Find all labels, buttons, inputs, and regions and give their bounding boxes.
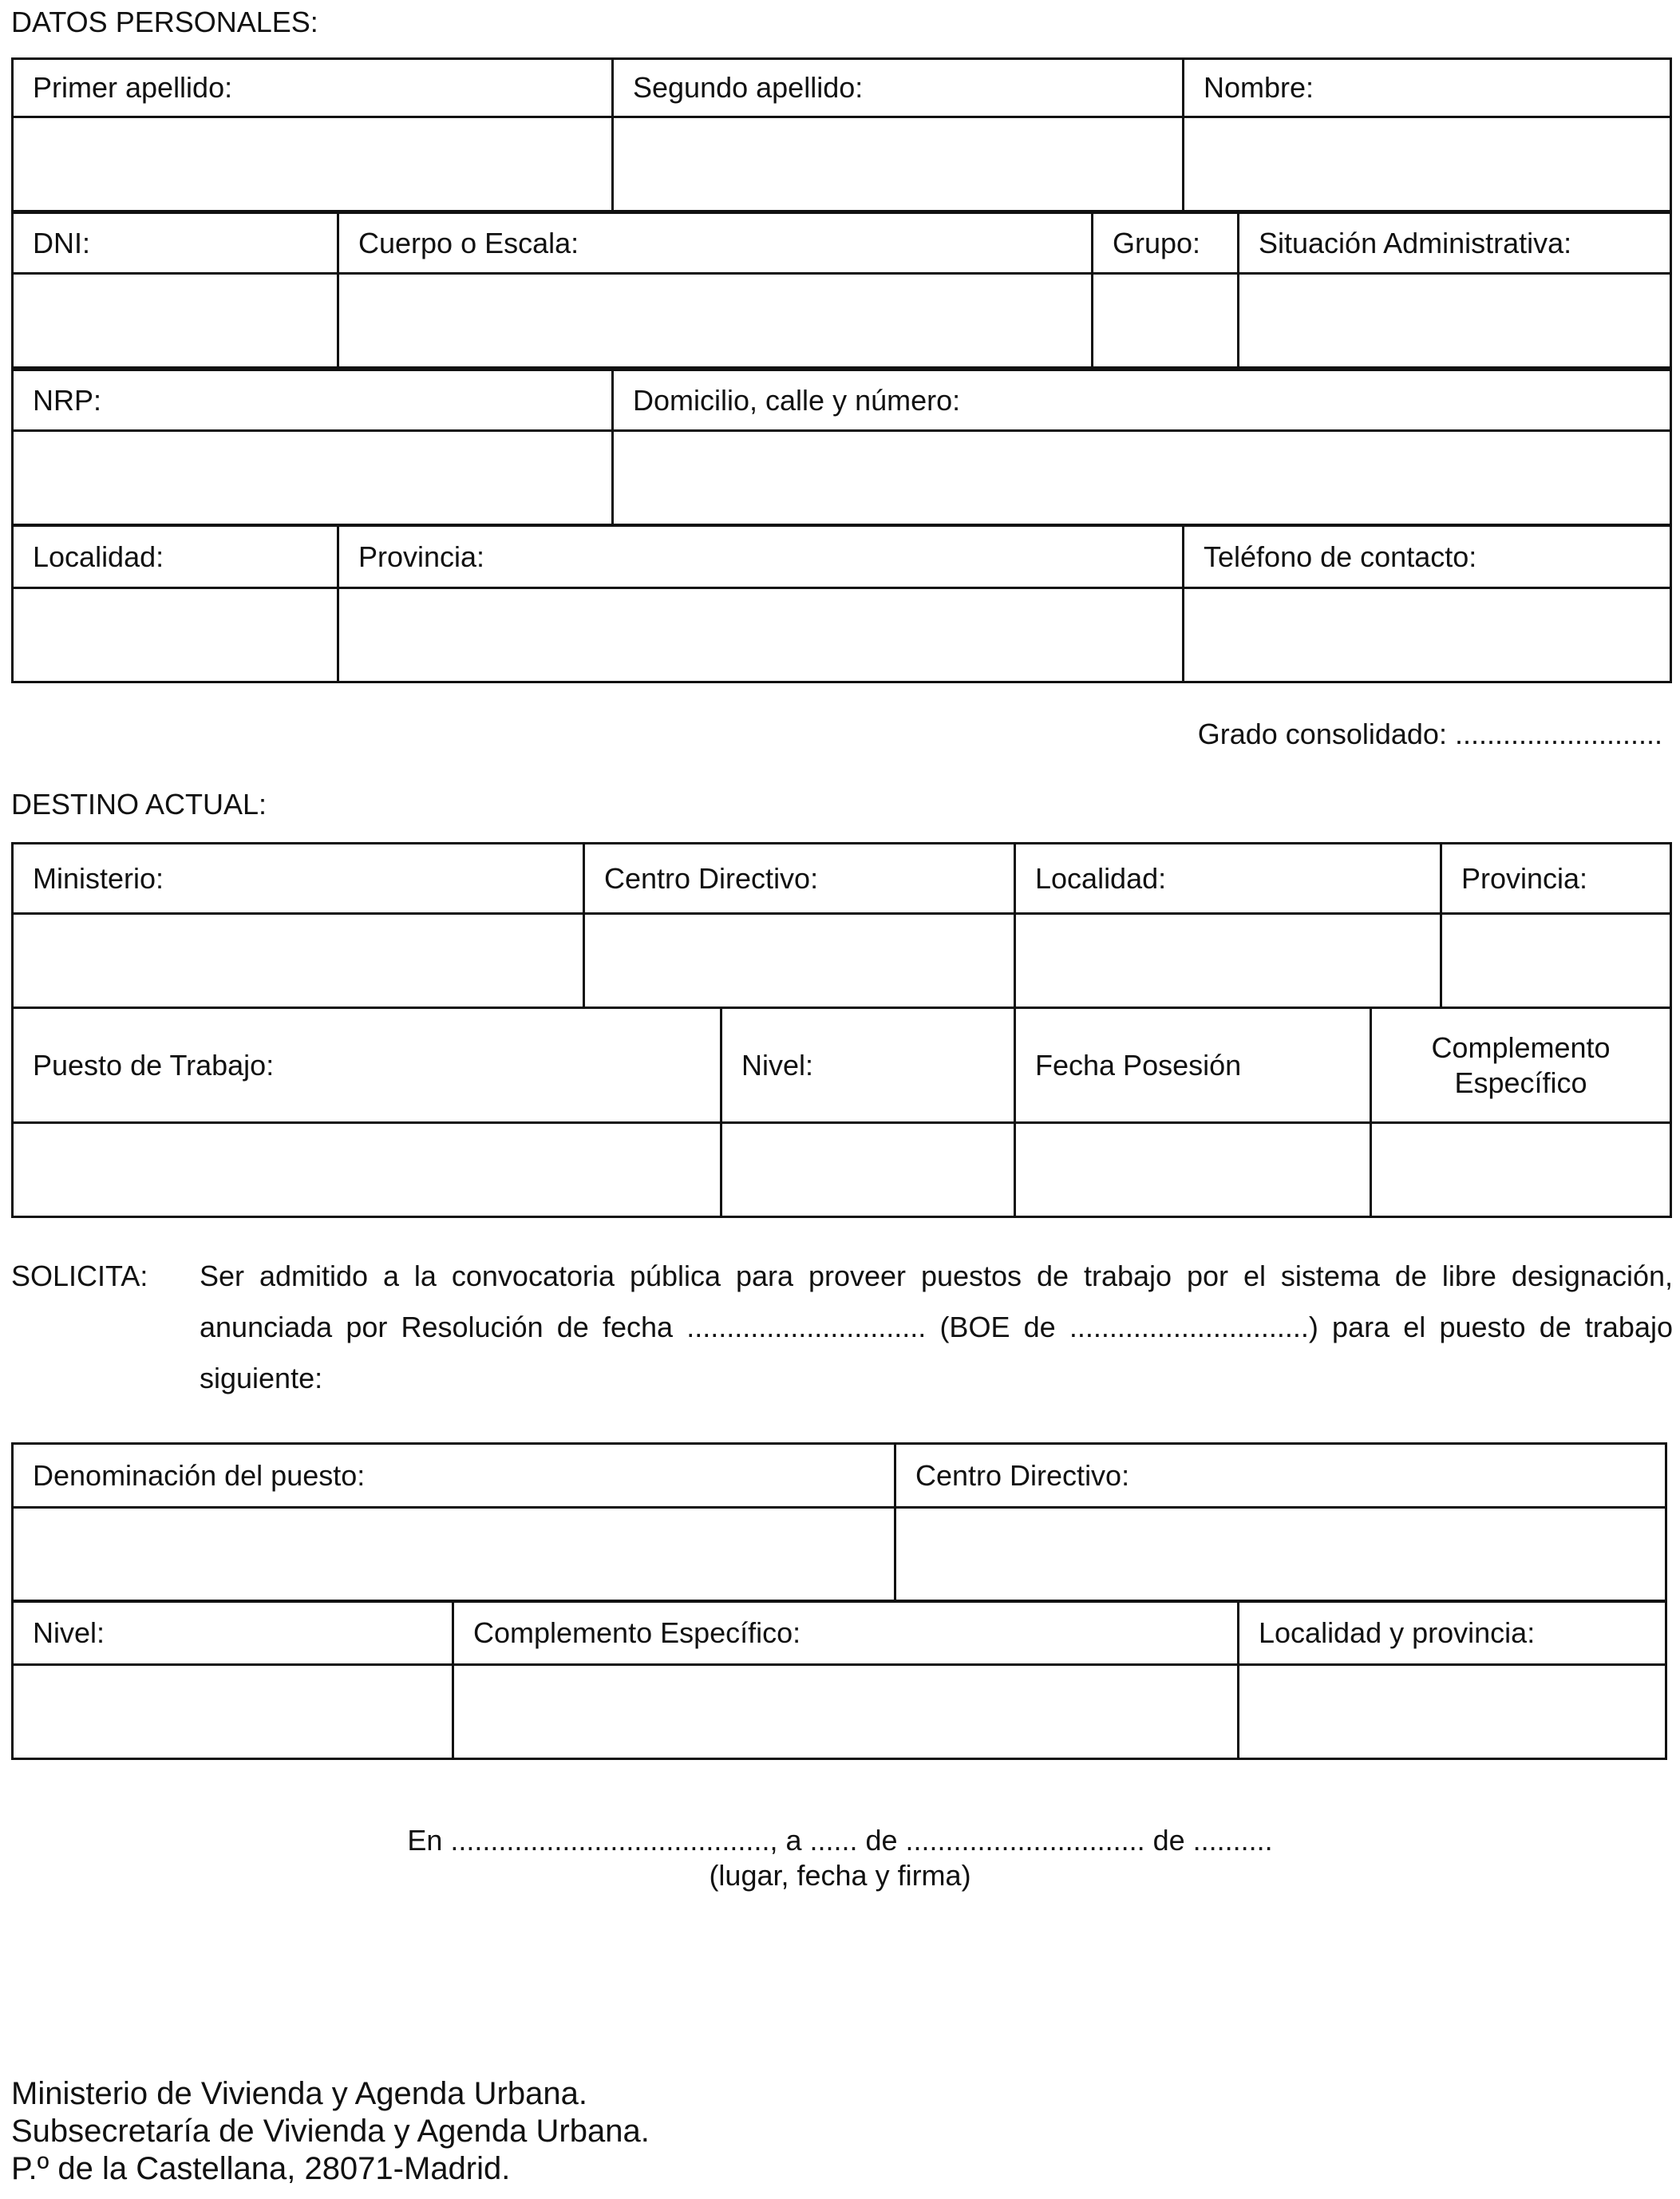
complemento-line-2: Específico: [1454, 1066, 1587, 1099]
domicilio-label: Domicilio, calle y número:: [613, 370, 1671, 431]
ministerio-field[interactable]: [13, 914, 584, 1008]
denominacion-puesto-field[interactable]: [13, 1508, 895, 1602]
nrp-label: NRP:: [13, 370, 613, 431]
nivel-label: Nivel:: [13, 1601, 453, 1665]
destino-actual-table-1: [11, 842, 1672, 1009]
solicita-label: SOLICITA:: [11, 1260, 148, 1292]
centro-directivo-field[interactable]: [584, 914, 1015, 1008]
section-title-datos-personales: DATOS PERSONALES:: [11, 6, 318, 38]
denominacion-puesto-label: Denominación del puesto:: [13, 1444, 895, 1508]
complemento-line-1: Complemento: [1431, 1030, 1611, 1064]
centro-directivo-label: Centro Directivo:: [584, 844, 1015, 914]
footer-line-3: P.º de la Castellana, 28071-Madrid.: [11, 2151, 511, 2186]
domicilio-field[interactable]: [613, 431, 1671, 525]
primer-apellido-field[interactable]: [13, 117, 613, 212]
fecha-posesion-label: Fecha Posesión: [1015, 1008, 1371, 1123]
telefono-field[interactable]: [1184, 588, 1671, 682]
grupo-label: Grupo:: [1093, 213, 1239, 274]
complemento-especifico-label: Complemento Específico:: [453, 1601, 1239, 1665]
firma-block: [0, 1823, 1680, 1893]
complemento-especifico-label: [1371, 1008, 1671, 1123]
nivel-field[interactable]: [13, 1665, 453, 1759]
provincia-field[interactable]: [338, 588, 1184, 682]
complemento-especifico-field[interactable]: [1371, 1123, 1671, 1217]
puesto-trabajo-label: Puesto de Trabajo:: [13, 1008, 721, 1123]
primer-apellido-label: Primer apellido:: [13, 59, 613, 117]
puesto-trabajo-field[interactable]: [13, 1123, 721, 1217]
grado-consolidado: Grado consolidado: ..........................: [1197, 718, 1662, 750]
cuerpo-escala-field[interactable]: [338, 274, 1093, 368]
solicita-text: Ser admitido a la convocatoria pública para proveer puestos de trabajo por el sistema de libre designación, anunciada por Resolución de fecha .............................. (BOE de ..............................) para el puesto de trabajo siguiente:: [200, 1260, 1673, 1394]
footer-line-2: Subsecretaría de Vivienda y Agenda Urbana.: [11, 2114, 650, 2149]
datos-personales-table-4: [11, 524, 1672, 683]
localidad-label: Localidad:: [13, 526, 338, 588]
localidad-provincia-label: Localidad y provincia:: [1239, 1601, 1666, 1665]
dni-label: DNI:: [13, 213, 338, 274]
provincia-label: Provincia:: [1441, 844, 1671, 914]
provincia-label: Provincia:: [338, 526, 1184, 588]
firma-line: En ........................................, a ...... de .............................. de ..........: [407, 1824, 1273, 1857]
segundo-apellido-label: Segundo apellido:: [613, 59, 1184, 117]
nombre-field[interactable]: [1184, 117, 1671, 212]
nombre-label: Nombre:: [1184, 59, 1671, 117]
localidad-field[interactable]: [1015, 914, 1441, 1008]
footer-line-1: Ministerio de Vivienda y Agenda Urbana.: [11, 2076, 587, 2111]
nrp-field[interactable]: [13, 431, 613, 525]
puesto-solicitado-table-1: [11, 1442, 1667, 1603]
datos-personales-table-2: [11, 212, 1672, 369]
nivel-label: Nivel:: [721, 1008, 1015, 1123]
destino-actual-table-2: [11, 1007, 1672, 1218]
situacion-administrativa-field[interactable]: [1239, 274, 1671, 368]
fecha-posesion-field[interactable]: [1015, 1123, 1371, 1217]
nivel-field[interactable]: [721, 1123, 1015, 1217]
footer-address: [11, 2075, 650, 2188]
dni-field[interactable]: [13, 274, 338, 368]
datos-personales-table-3: [11, 369, 1672, 526]
localidad-provincia-field[interactable]: [1239, 1665, 1666, 1759]
provincia-field[interactable]: [1441, 914, 1671, 1008]
grupo-field[interactable]: [1093, 274, 1239, 368]
centro-directivo-field[interactable]: [895, 1508, 1666, 1602]
cuerpo-escala-label: Cuerpo o Escala:: [338, 213, 1093, 274]
localidad-field[interactable]: [13, 588, 338, 682]
segundo-apellido-field[interactable]: [613, 117, 1184, 212]
datos-personales-table-1: [11, 57, 1672, 212]
telefono-label: Teléfono de contacto:: [1184, 526, 1671, 588]
situacion-administrativa-label: Situación Administrativa:: [1239, 213, 1671, 274]
firma-caption: (lugar, fecha y firma): [709, 1859, 971, 1892]
puesto-solicitado-table-2: [11, 1600, 1667, 1760]
section-title-destino-actual: DESTINO ACTUAL:: [11, 788, 267, 821]
ministerio-label: Ministerio:: [13, 844, 584, 914]
centro-directivo-label: Centro Directivo:: [895, 1444, 1666, 1508]
localidad-label: Localidad:: [1015, 844, 1441, 914]
complemento-especifico-field[interactable]: [453, 1665, 1239, 1759]
